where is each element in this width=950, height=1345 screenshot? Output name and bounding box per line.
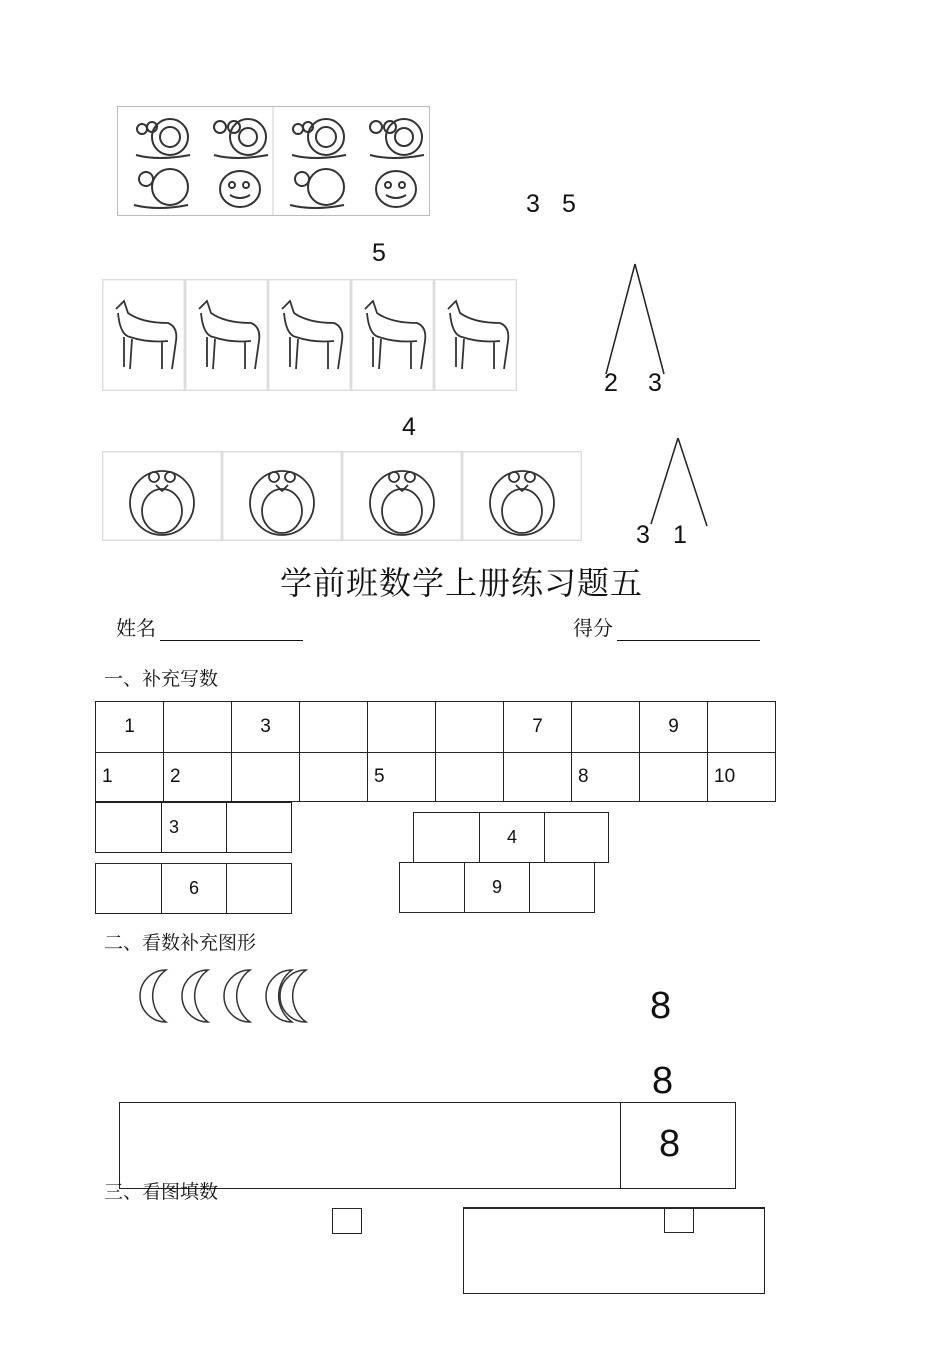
triplet-d-cell-3[interactable] bbox=[529, 862, 595, 913]
grid-cell[interactable]: 8 bbox=[572, 753, 640, 802]
grid-cell[interactable]: 10 bbox=[708, 753, 776, 802]
target-number-1: 8 bbox=[650, 985, 672, 1027]
triplet-b-cell-2[interactable]: 4 bbox=[479, 812, 545, 863]
triplet-a-cell-2[interactable]: 3 bbox=[161, 802, 227, 853]
grid-cell[interactable] bbox=[300, 753, 368, 802]
name-label: 姓名 bbox=[116, 616, 156, 640]
grid-cell[interactable] bbox=[572, 702, 640, 753]
score-field[interactable] bbox=[573, 612, 760, 641]
triplet-d-cell-1[interactable] bbox=[399, 862, 465, 913]
triplet-d-cell-2[interactable]: 9 bbox=[464, 862, 530, 913]
score-blank[interactable] bbox=[617, 620, 760, 641]
section2-heading: 二、看数补充图形 bbox=[104, 932, 257, 954]
penguin-split-lines bbox=[645, 436, 715, 531]
goat-split-lines bbox=[600, 262, 670, 382]
target-number-3: 8 bbox=[659, 1123, 681, 1165]
snail-number-3: 3 bbox=[526, 190, 540, 218]
grid-cell[interactable]: 5 bbox=[368, 753, 436, 802]
goat-picture-row bbox=[102, 279, 517, 391]
number-fill-grid bbox=[95, 701, 776, 802]
grid-cell[interactable] bbox=[436, 702, 504, 753]
grid-cell[interactable] bbox=[640, 753, 708, 802]
grid-cell[interactable] bbox=[164, 702, 232, 753]
grid-cell[interactable] bbox=[368, 702, 436, 753]
penguin-picture-row bbox=[102, 451, 582, 541]
triplet-a-cell-1[interactable] bbox=[95, 802, 162, 853]
snail-number-5: 5 bbox=[562, 190, 576, 218]
penguin-split-3: 3 bbox=[636, 521, 650, 549]
grid-cell[interactable] bbox=[300, 702, 368, 753]
goat-count: 5 bbox=[372, 239, 386, 267]
snail-drawings bbox=[118, 107, 429, 215]
score-label: 得分 bbox=[573, 616, 613, 640]
shape-drawing-box[interactable] bbox=[119, 1102, 621, 1189]
grid-cell[interactable]: 7 bbox=[504, 702, 572, 753]
penguin-split-1: 1 bbox=[673, 521, 687, 549]
section1-heading: 一、补充写数 bbox=[104, 668, 219, 690]
grid-cell[interactable] bbox=[504, 753, 572, 802]
grid-cell[interactable]: 9 bbox=[640, 702, 708, 753]
grid-cell[interactable] bbox=[232, 753, 300, 802]
name-blank[interactable] bbox=[160, 620, 303, 641]
snail-picture-frame bbox=[117, 106, 430, 216]
grid-cell[interactable]: 1 bbox=[96, 702, 164, 753]
answer-box-1[interactable] bbox=[332, 1208, 362, 1234]
goat-split-3: 3 bbox=[648, 369, 662, 397]
penguin-drawings bbox=[102, 451, 582, 541]
answer-box-2[interactable] bbox=[664, 1208, 694, 1233]
triplet-b-cell-3[interactable] bbox=[544, 812, 609, 863]
worksheet-title: 学前班数学上册练习题五 bbox=[280, 564, 644, 602]
triplet-c-cell-2[interactable]: 6 bbox=[161, 863, 227, 914]
triplet-a-cell-3[interactable] bbox=[226, 802, 292, 853]
goat-split-2: 2 bbox=[604, 369, 618, 397]
name-field[interactable] bbox=[116, 612, 303, 641]
triplet-b-cell-1[interactable] bbox=[413, 812, 480, 863]
grid-cell[interactable] bbox=[436, 753, 504, 802]
triplet-c-cell-3[interactable] bbox=[226, 863, 292, 914]
grid-cell[interactable]: 2 bbox=[164, 753, 232, 802]
grid-cell[interactable] bbox=[708, 702, 776, 753]
section3-heading: 三、看图填数 bbox=[104, 1181, 219, 1203]
grid-cell[interactable]: 1 bbox=[96, 753, 164, 802]
target-number-2: 8 bbox=[652, 1060, 674, 1102]
triplet-c-cell-1[interactable] bbox=[95, 863, 162, 914]
goat-drawings bbox=[102, 279, 517, 391]
picture-area-box bbox=[463, 1207, 765, 1294]
crescent-moon-icons bbox=[128, 968, 313, 1024]
penguin-count: 4 bbox=[402, 413, 416, 441]
grid-cell[interactable]: 3 bbox=[232, 702, 300, 753]
